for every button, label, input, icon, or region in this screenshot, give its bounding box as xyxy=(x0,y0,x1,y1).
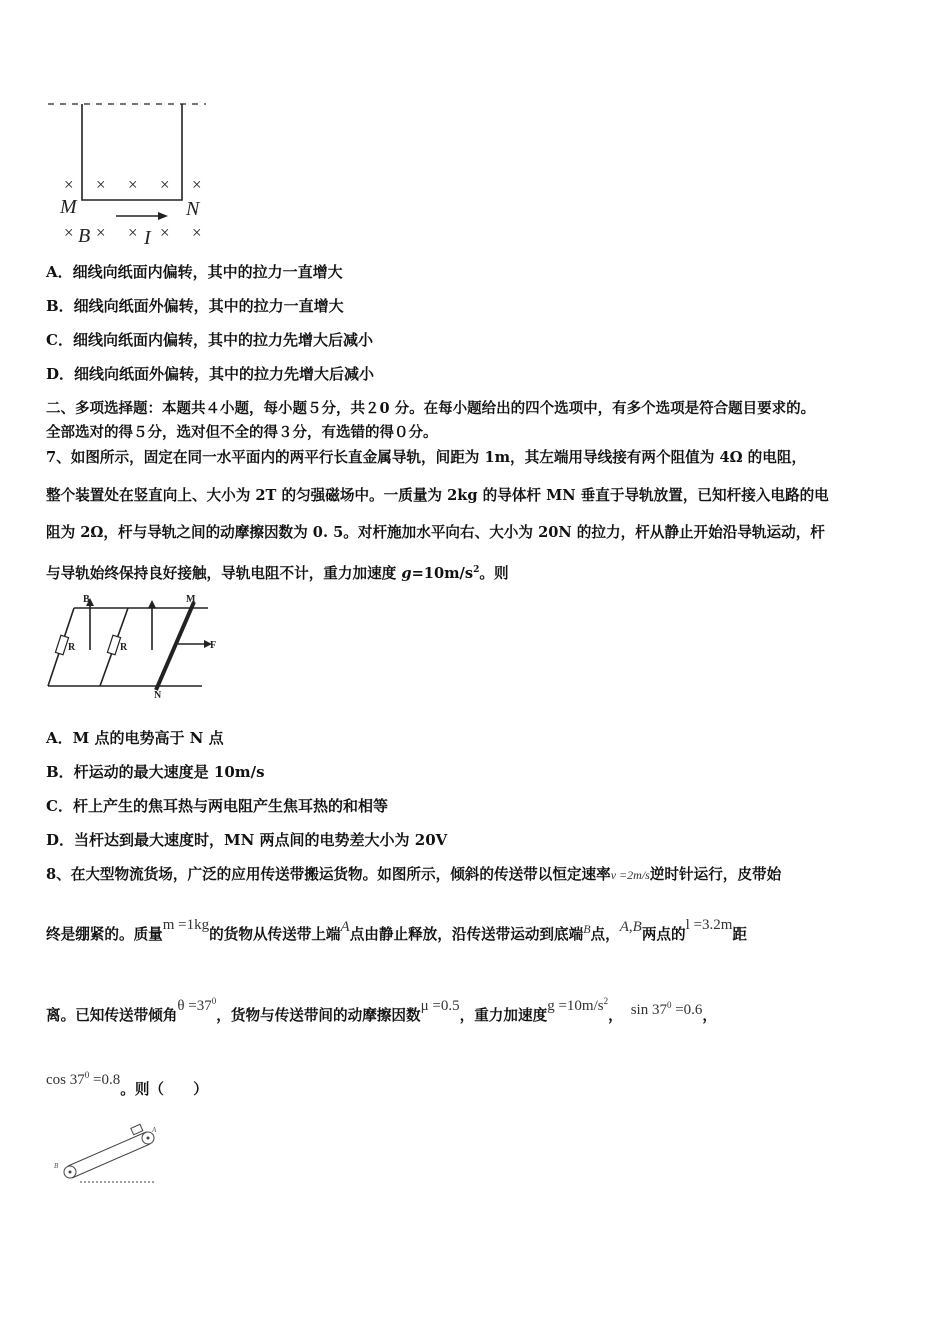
gravity-formula: $g =10m/s^2$ xyxy=(547,996,609,1014)
points-ab: A,B xyxy=(619,919,642,935)
q8-stem-line3: 离。已知传送带倾角$\theta =37^0$，货物与传送带间的动摩擦因数μ =0.5，重力加速度$g =10m/s^2$， $\sin 37^0 =0.6$， xyxy=(46,996,718,1024)
belt-bottom xyxy=(72,1144,150,1178)
q7-option-c: C．杆上产生的焦耳热与两电阻产生焦耳热的和相等 xyxy=(46,797,388,815)
field-arrow-head xyxy=(148,600,156,608)
cargo-box xyxy=(131,1124,143,1134)
point-b: B xyxy=(583,922,591,936)
label-n: N xyxy=(154,690,162,701)
q8-stem-line4: $\cos 37^0 =0.8$。则（ ） xyxy=(46,1070,208,1098)
q8-stem-line1: 8、在大型物流货场，广泛的应用传送带搬运货物。如图所示，倾斜的传送带以恒定速率v =2m/s逆时针运行，皮带始 xyxy=(46,866,782,883)
q7-stem-line2: 整个装置处在竖直向上、大小为 2T 的匀强磁场中。一质量为 2kg 的导体杆 MN 垂直于导轨放置，已知杆接入电路的电 xyxy=(46,487,829,504)
current-arrow-head xyxy=(158,212,168,220)
figure-rails-resistors xyxy=(46,590,226,702)
field-cross: × xyxy=(64,175,74,194)
q6-option-b: B．细线向纸面外偏转，其中的拉力一直增大 xyxy=(46,297,344,315)
q6-option-d: D．细线向纸面外偏转，其中的拉力先增大后减小 xyxy=(46,365,375,383)
field-cross: × xyxy=(64,223,74,242)
field-cross: × xyxy=(96,223,106,242)
q7-stem-line4: 与导轨始终保持良好接触，导轨电阻不计，重力加速度 $g=10m/s^2$。则 xyxy=(46,564,509,582)
angle-formula: $\theta =37^0$ xyxy=(177,996,217,1014)
label-f: F xyxy=(210,640,217,651)
figure-wire-in-magnetic-field xyxy=(44,92,224,252)
field-cross: × xyxy=(96,175,106,194)
resistor-left xyxy=(55,635,68,655)
point-a: A xyxy=(340,919,350,935)
q6-option-c: C．细线向纸面内偏转，其中的拉力先增大后减小 xyxy=(46,331,373,349)
label-m: M xyxy=(186,594,196,605)
roller-axle xyxy=(69,1171,72,1174)
q8-stem-line2: 终是绷紧的。质量m =1kg的货物从传送带上端A点由静止释放，沿传送带运动到底端$^B$点，A,B两点的l =3.2m距 xyxy=(46,917,748,943)
field-cross: × xyxy=(160,223,170,242)
q7-stem-line1: 7、如图所示，固定在同一水平面内的两平行长直金属导轨，间距为 1m，其左端用导线接有两个阻值为 4Ω 的电阻， xyxy=(46,449,807,466)
label-b: B xyxy=(54,1162,59,1170)
label-n: N xyxy=(186,198,200,220)
section2-heading-line2: 全部选对的得５分，选对但不全的得３分，有选错的得０分。 xyxy=(46,424,438,441)
section2-heading-line1: 二、多项选择题：本题共４小题，每小题５分，共２0 分。在每小题给出的四个选项中，有多个选项是符合题目要求的。 xyxy=(46,400,816,417)
speed-formula: v =2m/s xyxy=(610,868,650,882)
roller-axle xyxy=(147,1137,150,1140)
field-cross: × xyxy=(128,175,138,194)
field-cross: × xyxy=(160,175,170,194)
q6-option-a: A．细线向纸面内偏转，其中的拉力一直增大 xyxy=(46,263,343,281)
sin-formula: $\sin 37^0 =0.6$ xyxy=(630,1000,703,1018)
figure-conveyor-belt xyxy=(50,1120,160,1190)
length-formula: l =3.2m xyxy=(685,917,733,933)
label-i: I xyxy=(144,227,151,249)
resistor-mid xyxy=(107,635,120,655)
label-r: R xyxy=(120,642,128,653)
label-a: A xyxy=(152,1126,157,1134)
label-m: M xyxy=(60,196,77,218)
q7-option-a: A．M 点的电势高于 N 点 xyxy=(46,729,224,747)
rod-mn xyxy=(156,602,194,690)
field-cross: × xyxy=(192,223,202,242)
q7-option-d: D．当杆达到最大速度时，MN 两点间的电势差大小为 20V xyxy=(46,831,448,849)
mass-formula: m =1kg xyxy=(162,917,210,933)
q7-stem-line3: 阻为 2Ω，杆与导轨之间的动摩擦因数为 0. 5。对杆施加水平向右、大小为 20N 的拉力，杆从静止开始沿导轨运动，杆 xyxy=(46,524,825,541)
belt-top xyxy=(68,1132,146,1166)
label-b: B xyxy=(78,225,91,247)
label-r: R xyxy=(68,642,76,653)
field-cross: × xyxy=(192,175,202,194)
cos-formula: $\cos 37^0 =0.8$ xyxy=(46,1070,121,1088)
friction-formula: μ =0.5 xyxy=(420,998,460,1014)
q7-option-b: B．杆运动的最大速度是 10m/s xyxy=(46,763,265,781)
field-cross: × xyxy=(128,223,138,242)
label-b: B xyxy=(83,594,90,605)
